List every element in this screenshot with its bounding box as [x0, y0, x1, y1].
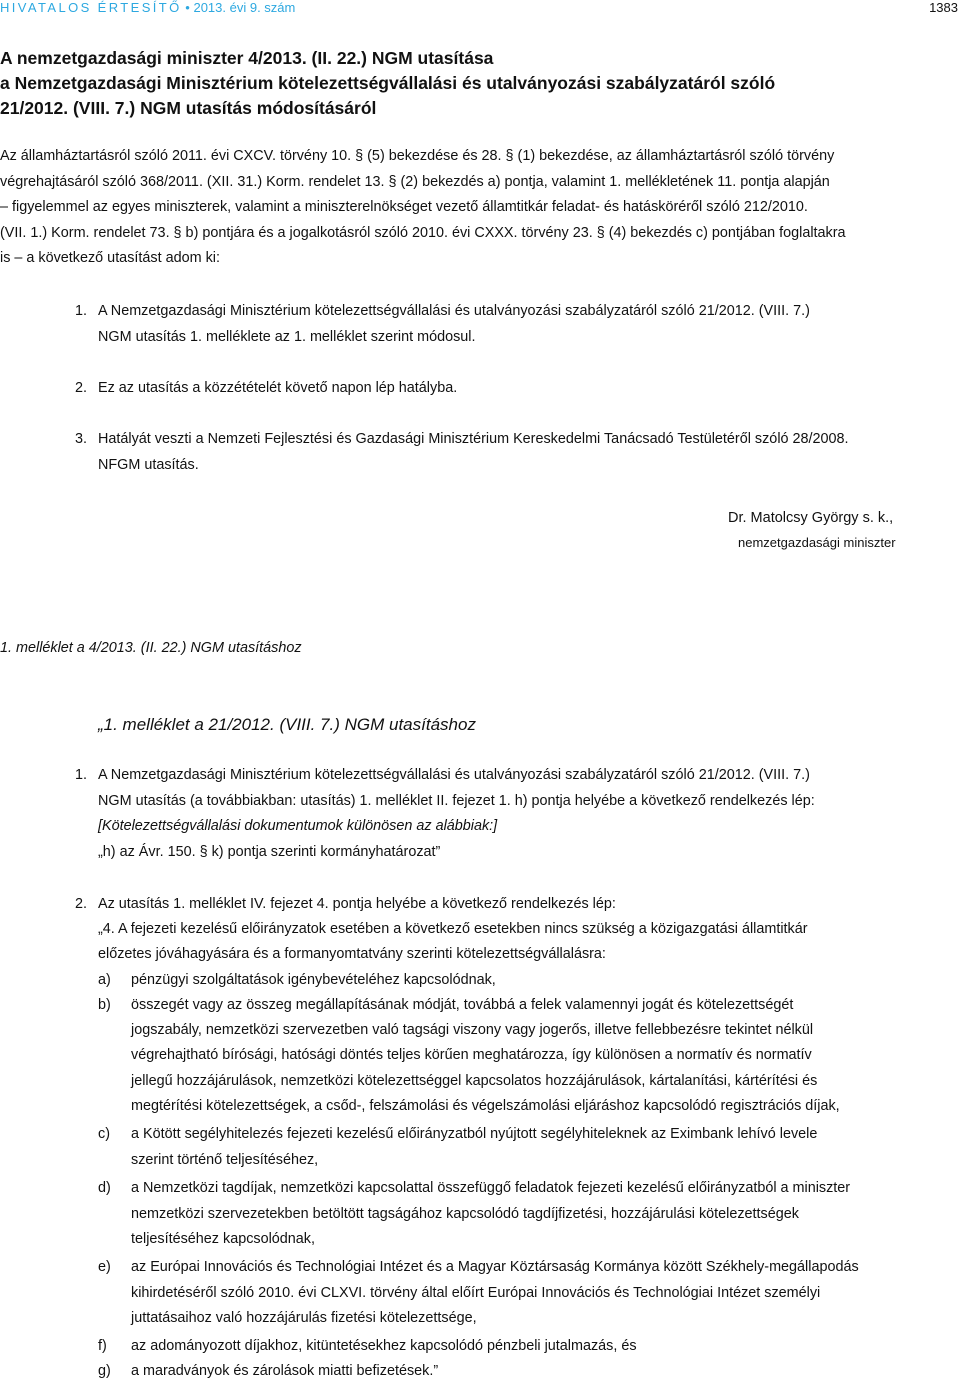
item-text: a maradványok és zárolások miatti befizetések.” — [131, 1363, 439, 1379]
item-text: nemzetközi szervezetekben betöltött tagságához kapcsolódó tagdíjfizetési, hozzájárulási kötelezettségek — [131, 1206, 799, 1222]
signer-suffix: s. k., — [862, 510, 894, 526]
item-label: c) — [98, 1126, 110, 1142]
preamble-line: végrehajtásáról szóló 368/2011. (XII. 31.) Korm. rendelet 13. § (2) bekezdés a) pontja, valamint 1. mellékletének 11. pontja alapján — [0, 174, 830, 190]
item-text: a Kötött segélyhitelezés fejezeti kezelésű előirányzatból nyújtott segélyhiteleknek az Eximbank lehívó levele — [131, 1126, 818, 1142]
point-text: Hatályát veszti a Nemzeti Fejlesztési és Gazdasági Minisztérium Kereskedelmi Tanácsadó Testületéről szóló 28/2008. — [98, 431, 849, 447]
point-number: 2. — [75, 380, 88, 396]
item-label: e) — [98, 1259, 111, 1275]
item-text: jellegű hozzájárulások, nemzetközi kötelezettséggel kapcsolatos hozzájárulások, kártalanítási, kártérítési és — [131, 1073, 818, 1089]
item-text: juttatásaihoz való hozzájárulás fizetési kötelezettsége, — [131, 1310, 477, 1326]
annex-bracket-text: [Kötelezettségvállalási dokumentumok különösen az alábbiak:] — [98, 818, 498, 834]
annex-intro-text: „4. A fejezeti kezelésű előirányzatok esetében a következő esetekben nincs szükség a közigazgatási államtitkár — [98, 921, 808, 937]
item-label: a) — [98, 972, 111, 988]
item-label: f) — [98, 1338, 107, 1354]
annex-intro-text: előzetes jóváhagyására és a formanyomtatvány szerinti kötelezettségvállalásra: — [98, 946, 606, 962]
issue-label: 2013. évi 9. szám — [193, 0, 296, 15]
item-label: g) — [98, 1363, 111, 1379]
item-label: b) — [98, 997, 111, 1013]
item-text: az adományozott díjakhoz, kitüntetésekhez kapcsolódó pénzbeli jutalmazás, és — [131, 1338, 637, 1354]
publication-name: HIVATALOS ÉRTESÍTŐ — [0, 0, 182, 15]
point-text: A Nemzetgazdasági Minisztérium kötelezettségvállalási és utalványozási szabályzatáról szóló 21/2012. (VIII. 7.) — [98, 303, 810, 319]
header-left — [0, 0, 295, 15]
item-text: az Európai Innovációs és Technológiai Intézet és a Magyar Köztársaság Kormánya között Székhely-megállapodás — [131, 1259, 859, 1275]
header-bullet: • — [185, 0, 190, 15]
preamble-line: Az államháztartásról szóló 2011. évi CXCV. törvény 10. § (5) bekezdése és 28. § (1) bekezdése, az államháztartásról szóló törvény — [0, 148, 835, 164]
point-number: 1. — [75, 303, 88, 319]
annex-point-number: 1. — [75, 767, 88, 783]
annex-point-text: NGM utasítás (a továbbiakban: utasítás) 1. melléklet II. fejezet 1. h) pontja helyébe a következő rendelkezés lép: — [98, 793, 815, 809]
preamble-line: is – a következő utasítást adom ki: — [0, 250, 220, 266]
annex-h-item: „h) az Ávr. 150. § k) pontja szerinti kormányhatározat” — [98, 844, 441, 860]
title-line-2: a Nemzetgazdasági Minisztérium kötelezettségvállalási és utalványozási szabályzatáról szóló — [0, 73, 776, 93]
title-line-3: 21/2012. (VIII. 7.) NGM utasítás módosításáról — [0, 98, 377, 118]
item-text: összegét vagy az összeg megállapításának módját, továbbá a felek valamennyi jogát és kötelezettségét — [131, 997, 794, 1013]
preamble-line: (VII. 1.) Korm. rendelet 73. § b) pontjára és a jogalkotásról szóló 2010. évi CXXX. törvény 23. § (4) bekezdés c) pontjában foglaltakra — [0, 225, 846, 241]
signer-name: Dr. Matolcsy György — [728, 510, 859, 526]
item-text: szerint történő teljesítéséhez, — [131, 1152, 319, 1168]
preamble-line: – figyelemmel az egyes miniszterek, valamint a miniszterelnökséget vezető államtitkár feladat- és hatásköréről szóló 212/2010. — [0, 199, 808, 215]
item-text: megtérítési kötelezettségek, a csőd-, felszámolási és végelszámolási eljáráshoz kapcsolódó regisztrációs díjak, — [131, 1098, 840, 1114]
page-header — [0, 0, 960, 16]
point-text: NGM utasítás 1. melléklete az 1. melléklet szerint módosul. — [98, 329, 476, 345]
annex-point-text: A Nemzetgazdasági Minisztérium kötelezettségvállalási és utalványozási szabályzatáról szóló 21/2012. (VIII. 7.) — [98, 767, 810, 783]
item-label: d) — [98, 1180, 111, 1196]
annex-point-text: Az utasítás 1. melléklet IV. fejezet 4. pontja helyébe a következő rendelkezés lép: — [98, 896, 616, 912]
document-title — [0, 46, 960, 121]
signature-line — [728, 510, 893, 526]
item-text: teljesítéséhez kapcsolódnak, — [131, 1231, 315, 1247]
title-line-1: A nemzetgazdasági miniszter 4/2013. (II. 22.) NGM utasítása — [0, 48, 494, 68]
annex-quoted-title: „1. melléklet a 21/2012. (VIII. 7.) NGM utasításhoz — [98, 715, 476, 734]
signer-role: nemzetgazdasági miniszter — [738, 535, 896, 550]
point-text: NFGM utasítás. — [98, 457, 199, 473]
annex-point-number: 2. — [75, 896, 88, 912]
point-number: 3. — [75, 431, 88, 447]
annex-title: 1. melléklet a 4/2013. (II. 22.) NGM utasításhoz — [0, 640, 302, 656]
item-text: pénzügyi szolgáltatások igénybevételéhez kapcsolódnak, — [131, 972, 496, 988]
item-text: kihirdetéséről szóló 2010. évi CLXVI. törvény által előírt Európai Innovációs és Technológiai Intézet személyi — [131, 1285, 821, 1301]
item-text: végrehajtható bírósági, hatósági döntés teljes körűen meghatározza, így különösen a normatív és normatív — [131, 1047, 812, 1063]
page-number: 1383 — [929, 0, 958, 15]
item-text: a Nemzetközi tagdíjak, nemzetközi kapcsolattal összefüggő feladatok fejezeti kezelésű előirányzatból a miniszter — [131, 1180, 851, 1196]
point-text: Ez az utasítás a közzétételét követő napon lép hatályba. — [98, 380, 458, 396]
item-text: jogszabály, nemzetközi szervezetben való tagsági viszony vagy jogerős, illetve fellebbezésre tekintet nélkül — [131, 1022, 814, 1038]
